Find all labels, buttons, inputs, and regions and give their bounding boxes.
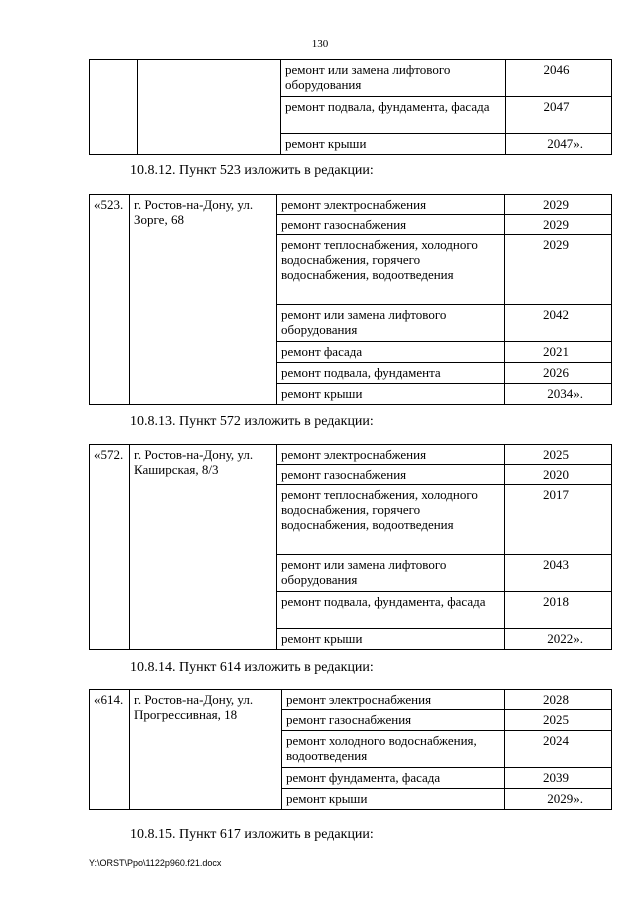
work-cell: ремонт теплоснабжения, холодного водоснабжения, горячего водоснабжения, водоотведения <box>277 235 505 305</box>
work-cell: ремонт подвала, фундамента <box>277 363 505 384</box>
work-cell: ремонт электроснабжения <box>277 195 505 215</box>
work-cell: ремонт электроснабжения <box>277 445 505 465</box>
work-cell: ремонт фундамента, фасада <box>282 768 505 789</box>
year-cell: 2047». <box>506 134 612 155</box>
year-cell: 2025 <box>505 710 612 731</box>
year-cell: 2029». <box>505 789 612 810</box>
year-cell: 2039 <box>505 768 612 789</box>
work-cell: ремонт или замена лифтового оборудования <box>277 555 505 592</box>
work-cell: ремонт или замена лифтового оборудования <box>277 305 505 342</box>
work-cell: ремонт крыши <box>277 384 505 405</box>
work-cell: ремонт теплоснабжения, холодного водоснабжения, горячего водоснабжения, водоотведения <box>277 485 505 555</box>
year-cell: 2022». <box>505 629 612 650</box>
year-cell: 2047 <box>506 97 612 134</box>
work-cell: ремонт крыши <box>281 134 506 155</box>
year-cell: 2025 <box>505 445 612 465</box>
table-item-614 <box>89 689 612 810</box>
number-cell: «614. <box>90 690 130 810</box>
paragraph-item-617: 10.8.15. Пункт 617 изложить в редакции: <box>130 827 374 842</box>
year-cell: 2020 <box>505 465 612 485</box>
work-cell: ремонт газоснабжения <box>277 215 505 235</box>
work-cell: ремонт фасада <box>277 342 505 363</box>
address-cell: г. Ростов-на-Дону, ул. Зорге, 68 <box>130 195 277 405</box>
year-cell: 2024 <box>505 731 612 768</box>
table-continuation <box>89 59 612 155</box>
year-cell: 2042 <box>505 305 612 342</box>
year-cell: 2034». <box>505 384 612 405</box>
year-cell: 2029 <box>505 195 612 215</box>
paragraph-item-614: 10.8.14. Пункт 614 изложить в редакции: <box>130 660 374 675</box>
file-path-footer: Y:\ORST\Ppo\1122p960.f21.docx <box>89 858 222 868</box>
table-item-523 <box>89 194 612 405</box>
year-cell: 2028 <box>505 690 612 710</box>
number-cell <box>90 60 138 155</box>
year-cell: 2018 <box>505 592 612 629</box>
year-cell: 2021 <box>505 342 612 363</box>
year-cell: 2029 <box>505 235 612 305</box>
number-cell: «572. <box>90 445 130 650</box>
work-cell: ремонт крыши <box>282 789 505 810</box>
address-cell: г. Ростов-на-Дону, ул. Прогрессивная, 18 <box>130 690 282 810</box>
page-number: 130 <box>311 38 329 50</box>
year-cell: 2043 <box>505 555 612 592</box>
year-cell: 2029 <box>505 215 612 235</box>
year-cell: 2026 <box>505 363 612 384</box>
address-cell: г. Ростов-на-Дону, ул. Каширская, 8/3 <box>130 445 277 650</box>
table-item-572 <box>89 444 612 650</box>
work-cell: ремонт подвала, фундамента, фасада <box>277 592 505 629</box>
work-cell: ремонт электроснабжения <box>282 690 505 710</box>
year-cell: 2046 <box>506 60 612 97</box>
paragraph-item-523: 10.8.12. Пункт 523 изложить в редакции: <box>130 163 374 178</box>
work-cell: ремонт холодного водоснабжения, водоотведения <box>282 731 505 768</box>
work-cell: ремонт или замена лифтового оборудования <box>281 60 506 97</box>
work-cell: ремонт газоснабжения <box>282 710 505 731</box>
address-cell <box>138 60 281 155</box>
work-cell: ремонт подвала, фундамента, фасада <box>281 97 506 134</box>
year-cell: 2017 <box>505 485 612 555</box>
work-cell: ремонт газоснабжения <box>277 465 505 485</box>
number-cell: «523. <box>90 195 130 405</box>
paragraph-item-572: 10.8.13. Пункт 572 изложить в редакции: <box>130 414 374 429</box>
work-cell: ремонт крыши <box>277 629 505 650</box>
